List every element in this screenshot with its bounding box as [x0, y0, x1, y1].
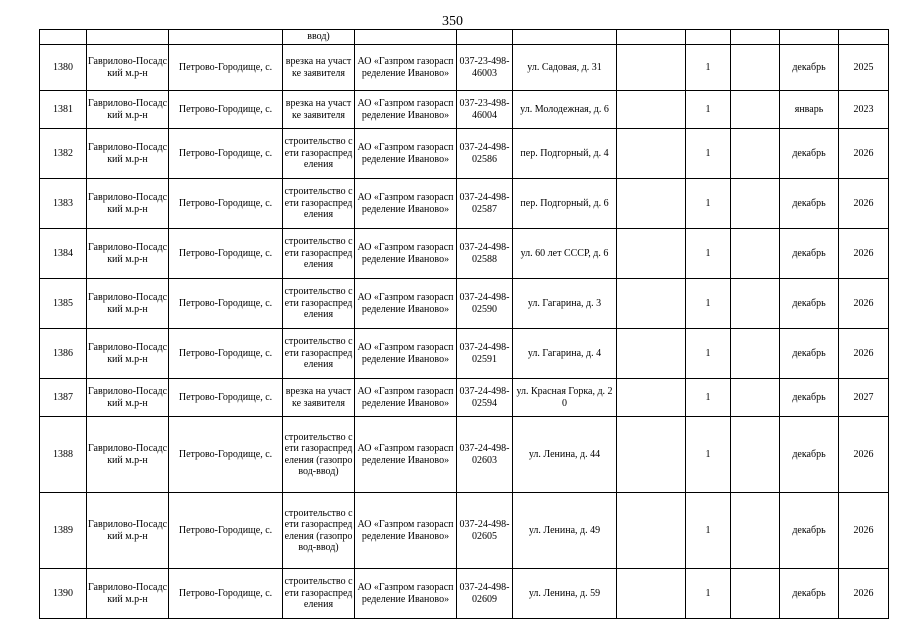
cell-work-type: строительство сети газораспределения (газопровод-ввод): [283, 493, 355, 569]
cell-no: 1380: [40, 45, 87, 91]
cell-settlement: Петрово-Городище, с.: [169, 379, 283, 417]
gas-connection-table: [39, 29, 889, 619]
cell-empty: [731, 229, 780, 279]
cell-settlement: Петрово-Городище, с.: [169, 91, 283, 129]
cell-code: 037-24-498-02603: [457, 417, 513, 493]
cell-month: декабрь: [780, 279, 839, 329]
cell-no: 1384: [40, 229, 87, 279]
cell-no: 1390: [40, 569, 87, 619]
cell-settlement: Петрово-Городище, с.: [169, 45, 283, 91]
cell-organization: АО «Газпром газораспределение Иваново»: [355, 493, 457, 569]
cell-work-type: строительство сети газораспределения: [283, 279, 355, 329]
cell-month: декабрь: [780, 329, 839, 379]
cell-settlement: Петрово-Городище, с.: [169, 229, 283, 279]
cell-year: 2026: [839, 229, 889, 279]
page-number: 350: [442, 14, 463, 29]
cell-settlement: Петрово-Городище, с.: [169, 179, 283, 229]
cell-code: 037-23-498-46004: [457, 91, 513, 129]
cell-district: Гаврилово-Посадский м.р-н: [87, 279, 169, 329]
cell-code: 037-24-498-02587: [457, 179, 513, 229]
cell-quantity: 1: [686, 279, 731, 329]
cell-no: 1389: [40, 493, 87, 569]
cell-quantity: 1: [686, 179, 731, 229]
cell-work-type: строительство сети газораспределения: [283, 229, 355, 279]
cell-no: 1386: [40, 329, 87, 379]
cell-empty: [617, 91, 686, 129]
cell-work-type: строительство сети газораспределения: [283, 569, 355, 619]
cell-year: 2026: [839, 417, 889, 493]
cell-address: ул. Садовая, д. 31: [513, 45, 617, 91]
cell-month: декабрь: [780, 569, 839, 619]
cell-empty: [617, 45, 686, 91]
cell-quantity: 1: [686, 493, 731, 569]
cell-settlement: Петрово-Городище, с.: [169, 569, 283, 619]
cell-organization: АО «Газпром газораспределение Иваново»: [355, 179, 457, 229]
cell-year: 2026: [839, 493, 889, 569]
cell-year: 2026: [839, 129, 889, 179]
cell-code: 037-24-498-02594: [457, 379, 513, 417]
cell-no: 1383: [40, 179, 87, 229]
table-row: [40, 379, 889, 417]
cell-settlement: Петрово-Городище, с.: [169, 493, 283, 569]
cell-code: 037-24-498-02609: [457, 569, 513, 619]
cell-empty: [617, 417, 686, 493]
cell-work-type: строительство сети газораспределения: [283, 329, 355, 379]
cell-no: [40, 30, 87, 45]
cell-district: Гаврилово-Посадский м.р-н: [87, 417, 169, 493]
cell-no: 1387: [40, 379, 87, 417]
cell-quantity: 1: [686, 45, 731, 91]
cell-district: Гаврилово-Посадский м.р-н: [87, 329, 169, 379]
cell-empty: [731, 329, 780, 379]
cell-district: Гаврилово-Посадский м.р-н: [87, 129, 169, 179]
cell-year: 2026: [839, 179, 889, 229]
cell-empty: [617, 493, 686, 569]
cell-settlement: Петрово-Городище, с.: [169, 417, 283, 493]
table-row: [40, 45, 889, 91]
cell-settlement: Петрово-Городище, с.: [169, 329, 283, 379]
cell-empty: [731, 129, 780, 179]
cell-code: 037-24-498-02605: [457, 493, 513, 569]
cell-address: [513, 30, 617, 45]
cell-empty: [617, 229, 686, 279]
cell-year: 2023: [839, 91, 889, 129]
cell-settlement: [169, 30, 283, 45]
cell-organization: АО «Газпром газораспределение Иваново»: [355, 379, 457, 417]
cell-district: Гаврилово-Посадский м.р-н: [87, 379, 169, 417]
cell-empty: [617, 329, 686, 379]
cell-quantity: 1: [686, 329, 731, 379]
cell-district: Гаврилово-Посадский м.р-н: [87, 91, 169, 129]
cell-organization: АО «Газпром газораспределение Иваново»: [355, 45, 457, 91]
table-row: [40, 229, 889, 279]
cell-address: пер. Подгорный, д. 6: [513, 179, 617, 229]
cell-empty: [617, 379, 686, 417]
cell-quantity: 1: [686, 129, 731, 179]
cell-code: 037-24-498-02590: [457, 279, 513, 329]
cell-district: [87, 30, 169, 45]
cell-address: пер. Подгорный, д. 4: [513, 129, 617, 179]
table-row: [40, 129, 889, 179]
cell-empty: [731, 493, 780, 569]
cell-work-type: ввод): [283, 30, 355, 45]
table-row: [40, 493, 889, 569]
cell-work-type: строительство сети газораспределения: [283, 179, 355, 229]
cell-district: Гаврилово-Посадский м.р-н: [87, 45, 169, 91]
cell-empty: [731, 569, 780, 619]
cell-month: декабрь: [780, 45, 839, 91]
cell-year: 2026: [839, 569, 889, 619]
cell-address: ул. Красная Горка, д. 20: [513, 379, 617, 417]
cell-quantity: 1: [686, 569, 731, 619]
cell-address: ул. Гагарина, д. 3: [513, 279, 617, 329]
cell-district: Гаврилово-Посадский м.р-н: [87, 229, 169, 279]
cell-empty: [617, 569, 686, 619]
cell-month: декабрь: [780, 379, 839, 417]
cell-organization: АО «Газпром газораспределение Иваново»: [355, 417, 457, 493]
cell-no: 1382: [40, 129, 87, 179]
cell-quantity: 1: [686, 417, 731, 493]
cell-year: 2025: [839, 45, 889, 91]
table-row: [40, 91, 889, 129]
cell-empty: [686, 30, 731, 45]
cell-month: декабрь: [780, 417, 839, 493]
cell-empty: [617, 179, 686, 229]
cell-work-type: врезка на участке заявителя: [283, 379, 355, 417]
cell-year: 2026: [839, 279, 889, 329]
cell-district: Гаврилово-Посадский м.р-н: [87, 493, 169, 569]
cell-organization: АО «Газпром газораспределение Иваново»: [355, 91, 457, 129]
cell-address: ул. Ленина, д. 44: [513, 417, 617, 493]
cell-code: [457, 30, 513, 45]
cell-district: Гаврилово-Посадский м.р-н: [87, 569, 169, 619]
cell-month: декабрь: [780, 179, 839, 229]
table-body: [40, 30, 889, 619]
table-row-partial: [40, 30, 889, 45]
cell-work-type: врезка на участке заявителя: [283, 91, 355, 129]
cell-settlement: Петрово-Городище, с.: [169, 279, 283, 329]
cell-empty: [617, 129, 686, 179]
cell-empty: [839, 30, 889, 45]
cell-address: ул. Ленина, д. 59: [513, 569, 617, 619]
cell-address: ул. Ленина, д. 49: [513, 493, 617, 569]
table-row: [40, 279, 889, 329]
table-row: [40, 329, 889, 379]
cell-empty: [731, 45, 780, 91]
cell-organization: АО «Газпром газораспределение Иваново»: [355, 329, 457, 379]
cell-code: 037-24-498-02588: [457, 229, 513, 279]
cell-work-type: строительство сети газораспределения (газопровод-ввод): [283, 417, 355, 493]
cell-year: 2026: [839, 329, 889, 379]
cell-empty: [617, 279, 686, 329]
cell-code: 037-23-498-46003: [457, 45, 513, 91]
cell-no: 1381: [40, 91, 87, 129]
cell-code: 037-24-498-02591: [457, 329, 513, 379]
table-row: [40, 569, 889, 619]
cell-quantity: 1: [686, 379, 731, 417]
cell-no: 1388: [40, 417, 87, 493]
cell-work-type: врезка на участке заявителя: [283, 45, 355, 91]
cell-empty: [731, 417, 780, 493]
cell-address: ул. 60 лет СССР, д. 6: [513, 229, 617, 279]
cell-empty: [731, 91, 780, 129]
cell-empty: [731, 279, 780, 329]
cell-address: ул. Гагарина, д. 4: [513, 329, 617, 379]
cell-month: декабрь: [780, 129, 839, 179]
cell-year: 2027: [839, 379, 889, 417]
cell-code: 037-24-498-02586: [457, 129, 513, 179]
cell-work-type: строительство сети газораспределения: [283, 129, 355, 179]
cell-settlement: Петрово-Городище, с.: [169, 129, 283, 179]
cell-month: январь: [780, 91, 839, 129]
cell-no: 1385: [40, 279, 87, 329]
cell-empty: [617, 30, 686, 45]
cell-quantity: 1: [686, 229, 731, 279]
table-row: [40, 179, 889, 229]
cell-organization: [355, 30, 457, 45]
cell-organization: АО «Газпром газораспределение Иваново»: [355, 229, 457, 279]
cell-organization: АО «Газпром газораспределение Иваново»: [355, 279, 457, 329]
cell-empty: [780, 30, 839, 45]
cell-district: Гаврилово-Посадский м.р-н: [87, 179, 169, 229]
cell-address: ул. Молодежная, д. 6: [513, 91, 617, 129]
cell-organization: АО «Газпром газораспределение Иваново»: [355, 569, 457, 619]
cell-month: декабрь: [780, 493, 839, 569]
cell-quantity: 1: [686, 91, 731, 129]
cell-organization: АО «Газпром газораспределение Иваново»: [355, 129, 457, 179]
cell-month: декабрь: [780, 229, 839, 279]
table-row: [40, 417, 889, 493]
cell-empty: [731, 30, 780, 45]
cell-empty: [731, 179, 780, 229]
cell-empty: [731, 379, 780, 417]
